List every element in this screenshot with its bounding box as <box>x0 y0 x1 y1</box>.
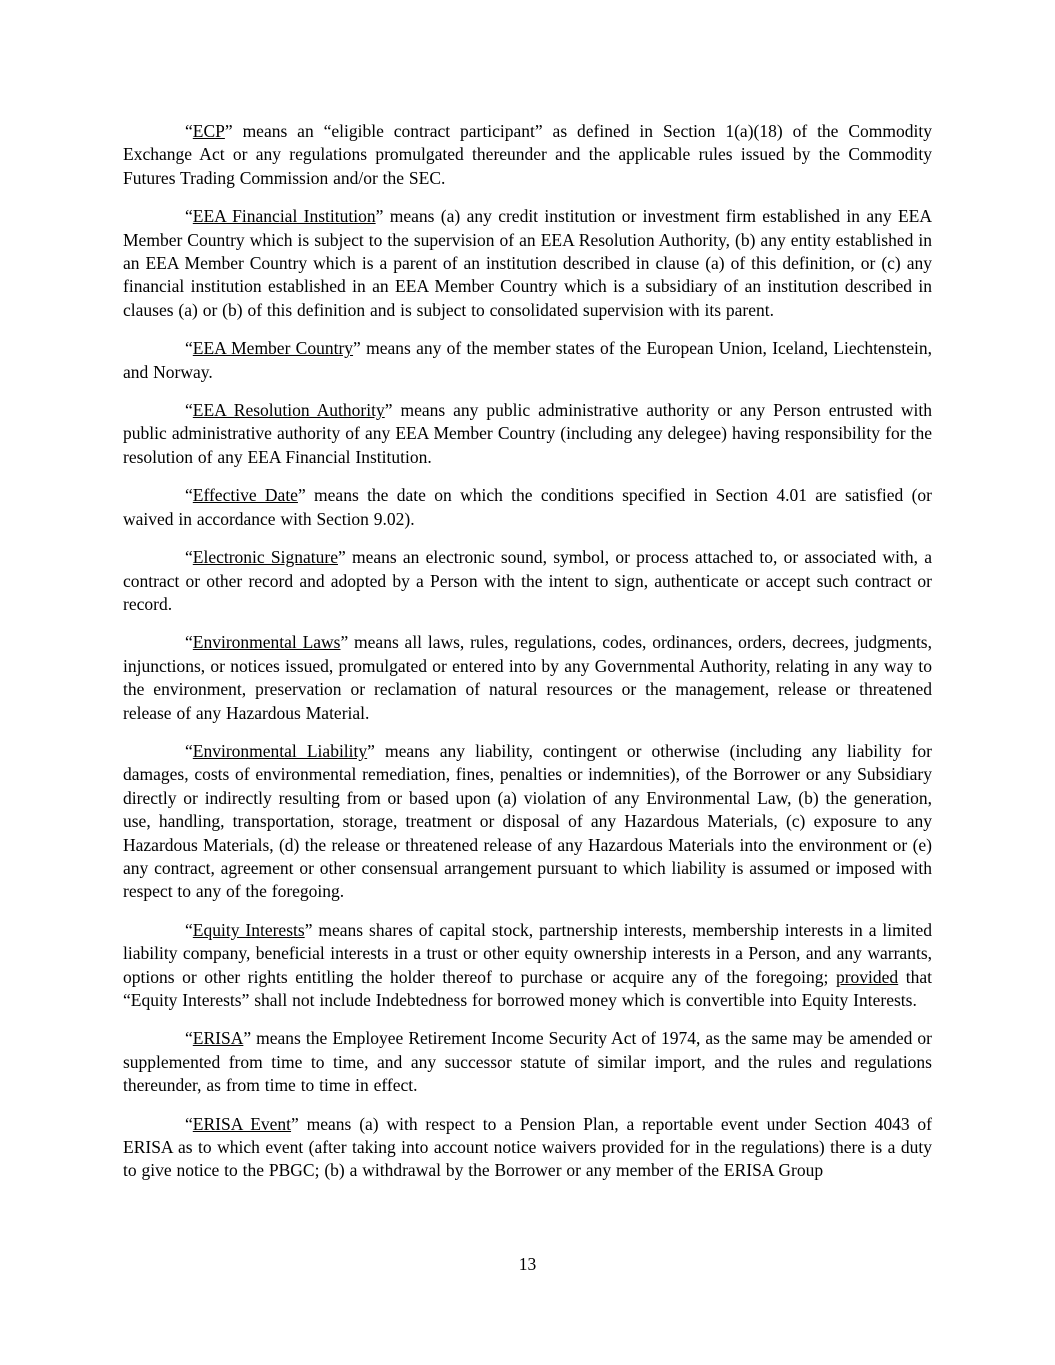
defined-term: Electronic Signature <box>192 547 338 568</box>
definition-paragraph <box>123 631 932 725</box>
definition-paragraph <box>123 337 932 384</box>
page-number: 13 <box>518 1254 537 1274</box>
paragraph-text: “ <box>185 485 193 506</box>
paragraph-text: “ <box>185 121 193 141</box>
definition-paragraph <box>123 120 932 190</box>
definition-paragraph <box>123 399 932 469</box>
defined-term: ECP <box>192 121 225 141</box>
paragraph-text: “ <box>185 740 193 761</box>
defined-term: Environmental Liability <box>192 740 368 761</box>
definition-paragraph <box>123 484 932 531</box>
definition-paragraph <box>123 1113 932 1183</box>
defined-term: Environmental Laws <box>192 632 341 653</box>
defined-term: provided <box>835 966 899 987</box>
defined-term: EEA Financial Institution <box>192 206 376 227</box>
paragraph-text: “ <box>185 1028 193 1049</box>
paragraph-text: “ <box>185 400 193 421</box>
defined-term: EEA Member Country <box>192 338 354 359</box>
paragraph-text: ” means (a) with respect to a Pension Plan, a reportable event under Section 4043 of ERISA as to which event (after taking into account notice waivers provided for in the regulations) there is a duty to give notice to the PBGC; (b) a withdrawal by the Borrower or any member of the ERISA Group <box>123 1113 933 1181</box>
paragraph-text: ” means shares of capital stock, partnership interests, membership interests in a limited liability company, beneficial interests in a trust or other equity ownership interests in a Person, and any warrants, options or other rights entitling the holder thereof to purchase or acquire any of the foregoing; <box>123 919 932 987</box>
defined-term: ERISA <box>192 1028 244 1049</box>
defined-term: Effective Date <box>192 485 298 506</box>
paragraph-text: “ <box>185 1113 193 1134</box>
paragraph-text: “ <box>185 547 193 568</box>
defined-term: ERISA Event <box>192 1113 292 1134</box>
paragraph-text: “ <box>185 338 193 359</box>
definition-paragraph <box>123 1027 932 1097</box>
paragraph-text: ” means all laws, rules, regulations, codes, ordinances, orders, decrees, judgments, injunctions, or notices issued, promulgated or entered into by any Governmental Authority, relating in any way to the environment, preservation or reclamation of natural resources or the management, release or threatened release of any Hazardous Material. <box>123 632 932 723</box>
paragraph-text: ” means any liability, contingent or otherwise (including any liability for damages, costs of environmental remediation, fines, penalties or indemnities), of the Borrower or any Subsidiary directly or indirectly resulting from or based upon (a) violation of any Environmental Law, (b) the generation, use, handling, transportation, storage, treatment or disposal of any Hazardous Materials, (c) exposure to any Hazardous Materials, (d) the release or threatened release of any Hazardous Materials into the environment or (e) any contract, agreement or other consensual arrangement pursuant to which liability is assumed or imposed with respect to any of the foregoing. <box>123 740 932 902</box>
definition-paragraph <box>123 546 932 616</box>
definition-paragraph <box>123 740 932 904</box>
defined-term: Equity Interests <box>192 919 305 940</box>
paragraph-text: ” means any public administrative authority or any Person entrusted with public administrative authority of any EEA Member Country (including any delegee) having responsibility for the resolution of any EEA Financial Institution. <box>123 400 932 467</box>
paragraph-text: ” means an electronic sound, symbol, or process attached to, or associated with, a contract or other record and adopted by a Person with the intent to sign, authenticate or accept such contract or record. <box>123 547 932 614</box>
paragraph-text: ” means (a) any credit institution or investment firm established in any EEA Member Country which is subject to the supervision of an EEA Resolution Authority, (b) any entity established in an EEA Member Country which is a parent of an institution described in clause (a) of this definition, or (c) any financial institution established in an EEA Member Country which is a subsidiary of an institution described in clauses (a) or (b) of this definition and is subject to consolidated supervision with its parent. <box>123 206 933 320</box>
paragraph-text: ” means the date on which the conditions specified in Section 4.01 are satisfied (or waived in accordance with Section 9.02). <box>123 485 932 529</box>
paragraph-text: ” means any of the member states of the European Union, Iceland, Liechtenstein, and Norway. <box>123 338 932 382</box>
paragraph-text: “ <box>185 919 193 940</box>
paragraph-text: ” means an “eligible contract participant” as defined in Section 1(a)(18) of the Commodity Exchange Act or any regulations promulgated thereunder and the applicable rules issued by the Commodity Futures Trading Commission and/or the SEC. <box>123 121 932 188</box>
paragraph-text: ” means the Employee Retirement Income Security Act of 1974, as the same may be amended or supplemented from time to time, and any successor statute of similar import, and the rules and regulations thereunder, as from time to time in effect. <box>123 1028 932 1096</box>
paragraph-text: “ <box>185 632 193 653</box>
defined-term: EEA Resolution Authority <box>192 400 385 421</box>
definitions-body <box>123 120 932 1198</box>
paragraph-text: “ <box>185 206 193 227</box>
definition-paragraph <box>123 205 932 322</box>
paragraph-text: that “Equity Interests” shall not include Indebtedness for borrowed money which is convertible into Equity Interests. <box>123 966 932 1010</box>
definition-paragraph <box>123 919 932 1013</box>
